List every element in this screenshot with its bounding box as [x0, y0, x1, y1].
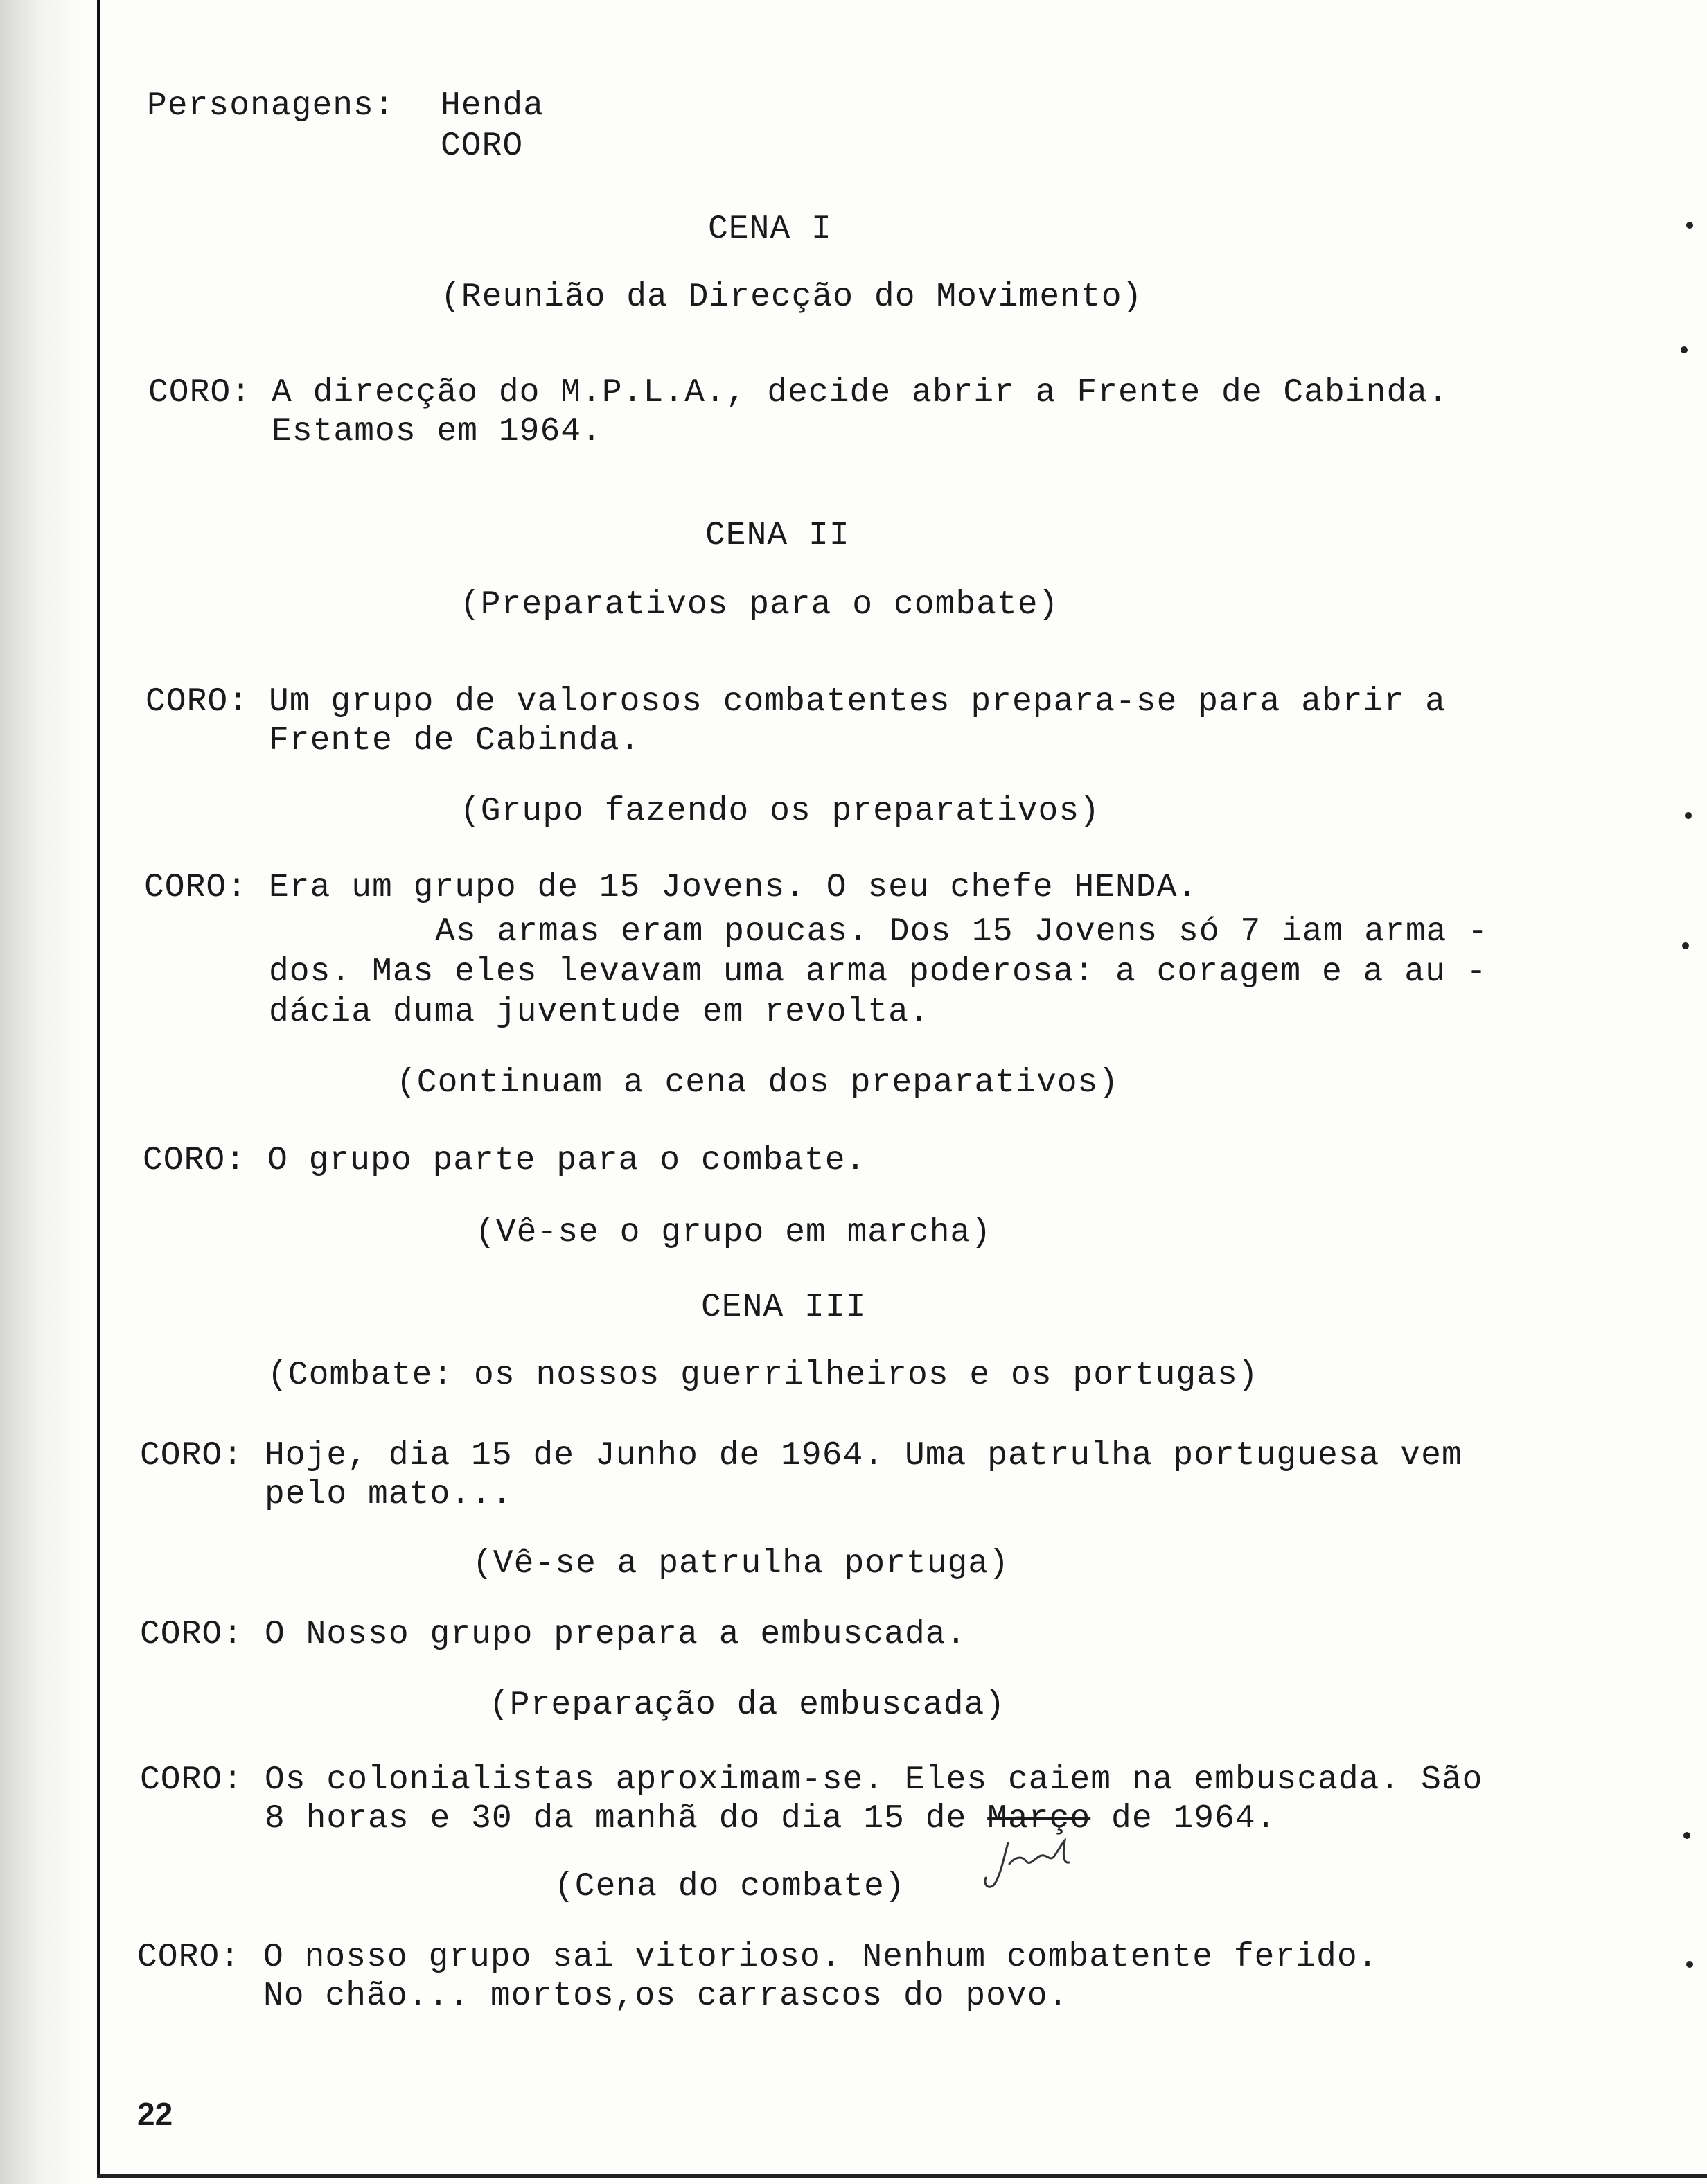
dialogue-line: O grupo parte para o combate.: [267, 1142, 867, 1179]
dialogue-line: dos. Mas eles levavam uma arma poderosa: a coragem e a au -: [269, 953, 1487, 991]
dialogue-line: No chão... mortos,os carrascos do povo.: [263, 1978, 1069, 2015]
scan-binding-shadow: [0, 0, 97, 2184]
scan-speck: [1686, 1961, 1693, 1968]
dialogue-line: Hoje, dia 15 de Junho de 1964. Uma patrulha portuguesa vem: [265, 1437, 1462, 1474]
dialogue-line: As armas eram poucas. Dos 15 Jovens só 7 iam arma -: [435, 913, 1489, 951]
stage-direction: (Preparação da embuscada): [489, 1687, 1006, 1724]
speaker-label: CORO:: [143, 1142, 247, 1179]
dialogue-line: Era um grupo de 15 Jovens. O seu chefe HENDA.: [269, 869, 1199, 906]
speaker-label: CORO:: [148, 374, 252, 412]
dialogue-line: O Nosso grupo prepara a embuscada.: [265, 1616, 967, 1653]
bottom-edge-rule: [97, 2174, 1707, 2178]
dialogue-line: Os colonialistas aproximam-se. Eles caiem na embuscada. São: [265, 1761, 1483, 1799]
stage-direction: (Vê-se a patrulha portuga): [472, 1545, 1009, 1583]
stage-direction: (Grupo fazendo os preparativos): [460, 793, 1100, 830]
stage-direction: (Continuam a cena dos preparativos): [396, 1064, 1120, 1102]
dialogue-line: O nosso grupo sai vitorioso. Nenhum combatente ferido.: [263, 1939, 1379, 1976]
dialogue-line: A direcção do M.P.L.A., decide abrir a Frente de Cabinda.: [272, 374, 1449, 412]
character-henda: Henda: [441, 87, 545, 125]
stage-direction: (Preparativos para o combate): [460, 586, 1059, 624]
personagens-label: Personagens:: [147, 87, 395, 125]
character-coro: CORO: [441, 127, 524, 165]
dialogue-line: dácia duma juventude em revolta.: [269, 994, 930, 1031]
dialogue-line: Frente de Cabinda.: [269, 722, 641, 759]
handwritten-correction: [980, 1836, 1084, 1892]
left-margin-rule: [97, 0, 100, 2176]
speaker-label: CORO:: [140, 1616, 244, 1653]
stage-direction: (Vê-se o grupo em marcha): [475, 1214, 992, 1251]
dialogue-line: pelo mato...: [265, 1476, 513, 1513]
scene-2-title: CENA II: [705, 517, 850, 554]
speaker-label: CORO:: [140, 1437, 244, 1474]
page-number: 22: [137, 2096, 173, 2132]
scan-speck: [1686, 222, 1693, 229]
speaker-label: CORO:: [144, 869, 248, 906]
scan-speck: [1681, 346, 1688, 353]
speaker-label: CORO:: [140, 1761, 244, 1799]
scan-speck: [1682, 942, 1689, 949]
speaker-label: CORO:: [145, 683, 249, 721]
scene-1-title: CENA I: [708, 211, 832, 248]
scan-speck: [1683, 1832, 1690, 1839]
stage-direction: (Cena do combate): [554, 1868, 905, 1905]
scan-speck: [1685, 812, 1692, 819]
dialogue-line-with-correction: [265, 1799, 1276, 1839]
dialogue-line: Estamos em 1964.: [272, 413, 602, 450]
scene-1-direction: (Reunião da Direcção do Movimento): [441, 279, 1143, 316]
speaker-label: CORO:: [137, 1939, 241, 1976]
stage-direction: (Combate: os nossos guerrilheiros e os portugas): [267, 1357, 1259, 1394]
struck-word: Março: [987, 1800, 1091, 1838]
scene-3-title: CENA III: [701, 1289, 867, 1326]
dialogue-line: Um grupo de valorosos combatentes prepara-se para abrir a: [269, 683, 1446, 721]
dialogue-text: 8 horas e 30 da manhã do dia 15 de: [265, 1800, 988, 1838]
dialogue-text: de 1964.: [1090, 1800, 1277, 1838]
